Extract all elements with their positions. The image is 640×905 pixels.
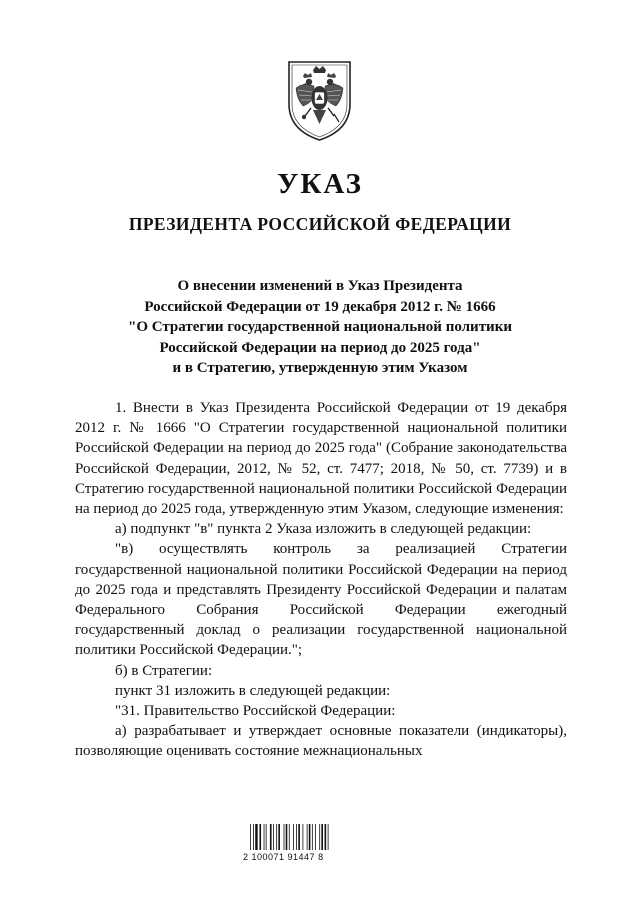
heading-line: "О Стратегии государственной национальной политики xyxy=(128,319,512,335)
document-title: УКАЗ xyxy=(277,168,363,200)
heading-line: О внесении изменений в Указ Президента xyxy=(177,278,463,294)
paragraph-b: б) в Стратегии: xyxy=(115,662,213,679)
decree-body xyxy=(75,398,567,762)
paragraph-31-a: а) разрабатывает и утверждает основные показатели (индикаторы), позволяющие оценивать состояние межнациональных xyxy=(75,723,567,760)
paragraph-1: 1. Внести в Указ Президента Российской Федерации от 19 декабря 2012 г. № 1666 "О Стратегии государственной национальной политики Российской Федерации на период до 2025 года" (Собрание законодательства Российской Федерации, 2012, № 52, ст. 7477; 2018, № 50, ст. 7739) и в Стратегию государственной национальной политики Российской Федерации на период до 2025 года, утвержденную этим Указом, следующие изменения: xyxy=(75,400,567,518)
heading-line: Российской Федерации на период до 2025 года" xyxy=(159,339,481,356)
decree-heading xyxy=(60,276,580,379)
coat-of-arms-icon xyxy=(283,52,356,144)
heading-line: и в Стратегию, утвержденную этим Указом xyxy=(172,360,468,376)
barcode-number: 2 100071 91447 8 xyxy=(243,852,324,862)
paragraph-a: а) подпункт "в" пункта 2 Указа изложить в следующей редакции: xyxy=(115,521,532,538)
heading-line: Российской Федерации от 19 декабря 2012 г. № 1666 xyxy=(144,298,496,315)
paragraph-point-31: пункт 31 изложить в следующей редакции: xyxy=(115,682,391,699)
paragraph-31-government: "31. Правительство Российской Федерации: xyxy=(115,703,396,720)
document-subtitle: ПРЕЗИДЕНТА РОССИЙСКОЙ ФЕДЕРАЦИИ xyxy=(128,214,512,234)
paragraph-quote-v: "в) осуществлять контроль за реализацией Стратегии государственной национальной политики Российской Федерации на период до 2025 года и представлять Президенту Российской Федерации и палатам Федерального Собрания Российской Федерации ежегодный государственный доклад о реализации государственной национальной политики Российской Федерации."; xyxy=(75,541,567,659)
